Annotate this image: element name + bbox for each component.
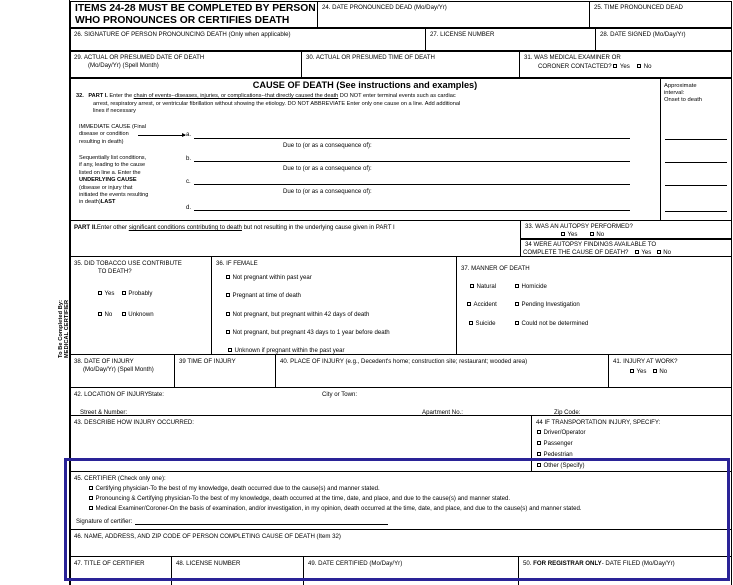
item-36-option-4-checkbox[interactable] — [226, 330, 230, 334]
item-34-label-line2 — [523, 249, 671, 257]
item-36-cell[interactable] — [212, 257, 457, 355]
medical-certifier-sidebar — [56, 0, 70, 585]
interval-line-d[interactable] — [665, 211, 727, 212]
item-45-option-3[interactable] — [89, 505, 582, 513]
sidebar-label-line2: MEDICAL CERTIFIER — [64, 299, 71, 358]
item-37-undetermined-label: Could not be determined — [521, 320, 589, 327]
item-37-row-1-right — [515, 283, 547, 291]
item-25-label: 25. TIME PRONOUNCED DEAD — [594, 3, 683, 11]
item-36-option-4-label: Not pregnant, but pregnant 43 days to 1 year before death — [232, 329, 390, 336]
item-34-label-line1: 34 WERE AUTOPSY FINDINGS AVAILABLE TO — [525, 240, 657, 248]
item-24-label: 24. DATE PRONOUNCED DEAD (Mo/Day/Yr) — [322, 3, 447, 11]
item-37-label: 37. MANNER OF DEATH — [461, 265, 530, 272]
interval-label-line1: Approximate — [664, 83, 697, 89]
item-42-apartment-label: Apartment No.: — [422, 408, 463, 416]
item-44-driver-label: Driver/Operator — [543, 429, 586, 436]
item-42-street-label: Street & Number: — [80, 408, 128, 416]
item-33-no-label: No — [596, 231, 605, 238]
part-2-text-underlined: significant conditions contributing to death — [128, 224, 242, 231]
item-37-row-2 — [467, 301, 497, 309]
due-to-label-1: Due to (or as a consequence of): — [283, 142, 372, 149]
part-2-text-b: but not resulting in the underlying cause given in PART I — [241, 224, 395, 231]
due-to-label-2: Due to (or as a consequence of): — [283, 165, 372, 172]
item-31-yes-label: Yes — [619, 62, 630, 70]
item-36-option-2-label: Pregnant at time of death — [232, 292, 301, 299]
banner-line1: ITEMS 24-28 MUST BE COMPLETED BY PERSON — [75, 3, 316, 14]
item-44-option-1[interactable] — [537, 429, 586, 437]
item-35-no-label: No — [104, 311, 113, 318]
immediate-cause-line2: disease or condition — [79, 131, 129, 138]
item-41-no-checkbox[interactable] — [653, 369, 657, 373]
item-34-yes-checkbox[interactable] — [635, 250, 639, 254]
item-48-label: 48. LICENSE NUMBER — [176, 560, 241, 567]
item-44-passenger-checkbox[interactable] — [537, 441, 541, 445]
item-36-option-3[interactable] — [226, 311, 369, 319]
seq-line5: (disease or injury that — [79, 184, 133, 191]
item-37-homicide-label: Homicide — [521, 283, 547, 290]
item-37-homicide-checkbox[interactable] — [515, 284, 519, 288]
cause-line-a-letter: a. — [186, 131, 192, 138]
seq-line7: in death) — [79, 199, 101, 206]
item-44-pedestrian-checkbox[interactable] — [537, 452, 541, 456]
item-37-row-2-right — [515, 301, 580, 309]
item-46-label: 46. NAME, ADDRESS, AND ZIP CODE OF PERSON COMPLETING CAUSE OF DEATH (Item 32) — [74, 532, 341, 540]
interval-line-a[interactable] — [665, 139, 727, 140]
item-50-rest-text: - DATE FILED (Mo/Day/Yr) — [601, 560, 675, 567]
item-45-certifying-physician-checkbox[interactable] — [89, 486, 93, 490]
item-44-option-3[interactable] — [537, 451, 573, 459]
item-44-passenger-label: Passenger — [543, 440, 573, 447]
item-45-label: 45. CERTIFIER (Check only one): — [74, 474, 166, 482]
immediate-cause-arrow — [138, 135, 185, 136]
item-44-option-4[interactable] — [537, 462, 584, 470]
item-50-label — [523, 560, 675, 568]
item-41-no-label: No — [659, 368, 668, 375]
sidebar-label-line1: To Be Completed By: — [58, 299, 64, 358]
item-28-label: 28. DATE SIGNED (Mo/Day/Yr) — [600, 30, 686, 38]
interval-column-divider — [660, 78, 661, 221]
item-36-option-3-label: Not pregnant, but pregnant within 42 days of death — [232, 311, 370, 318]
item-38-label-line1: 38. DATE OF INJURY — [74, 357, 134, 365]
item-33-label: 33. WAS AN AUTOPSY PERFORMED? — [525, 223, 633, 230]
interval-label-line2: interval: — [664, 90, 685, 96]
item-45-signature-label: Signature of certifier: — [76, 518, 133, 525]
item-36-option-2-checkbox[interactable] — [226, 293, 230, 297]
item-31-label-line2-text: CORONER CONTACTED? — [538, 62, 612, 70]
item-35-probably-checkbox[interactable] — [122, 291, 126, 295]
item-37-natural-checkbox[interactable] — [470, 284, 474, 288]
seq-line3: listed on line a. Enter the — [79, 169, 141, 176]
item-44-other-checkbox[interactable] — [537, 463, 541, 467]
item-44-other-label: Other (Specify) — [543, 462, 585, 469]
seq-line1: Sequentially list conditions, — [79, 155, 147, 161]
item-36-label: 36. IF FEMALE — [216, 260, 258, 267]
cause-line-d-input[interactable] — [194, 210, 630, 211]
seq-line4-bold: UNDERLYING CAUSE — [79, 177, 137, 184]
item-44-option-2[interactable] — [537, 440, 573, 448]
item-36-option-3-checkbox[interactable] — [226, 312, 230, 316]
item-32-text-line2: arrest, respiratory arrest, or ventricular fibrillation without showing the etiology. DO NOT ABBREVIATE Enter only one cause on a line. Add additional — [93, 100, 461, 107]
item-35-row-no-unknown — [98, 311, 154, 319]
item-26-label: 26. SIGNATURE OF PERSON PRONOUNCING DEATH (Only when applicable) — [74, 30, 291, 38]
item-50-registrar-only-text: FOR REGISTRAR ONLY — [533, 560, 602, 567]
item-32-instructions — [76, 93, 656, 116]
item-42-state-label: State: — [148, 390, 164, 398]
item-36-option-1-checkbox[interactable] — [226, 275, 230, 279]
item-50-number: 50. — [523, 560, 534, 567]
item-45-medical-examiner-checkbox[interactable] — [89, 506, 93, 510]
item-41-yes-label: Yes — [636, 368, 647, 375]
interval-label-line3: Onset to death — [664, 97, 703, 103]
interval-line-c[interactable] — [665, 185, 727, 186]
item-45-medical-examiner-label: Medical Examiner/Coroner-On the basis of examination, and/or investigation, in my opinion, death occurred at the time, date, and place, and due to the cause(s) and manner stated. — [95, 504, 582, 512]
part-2-text-a: Enter other — [96, 224, 129, 231]
item-32-text-a: Enter the — [109, 93, 134, 99]
cause-line-c-letter: c. — [186, 178, 191, 185]
cause-line-a-input[interactable] — [194, 138, 630, 139]
item-34-label-line2-text: COMPLETE THE CAUSE OF DEATH? — [523, 248, 629, 256]
cause-line-c-input[interactable] — [194, 184, 630, 185]
item-35-label-line2: TO DEATH? — [98, 268, 132, 275]
item-32-text-b: DO NOT enter terminal events such as cardiac — [338, 93, 456, 99]
item-36-option-5-label: Unknown if pregnant within the past year — [234, 347, 345, 354]
due-to-label-3: Due to (or as a consequence of): — [283, 188, 372, 195]
item-34-no-label: No — [663, 248, 671, 256]
cause-of-death-title: CAUSE OF DEATH (See instructions and examples) — [252, 80, 478, 90]
item-37-pending-label: Pending Investigation — [521, 301, 580, 308]
part-2-label: PART II. — [74, 224, 97, 231]
item-29-label-line2: (Mo/Day/Yr) (Spell Month) — [88, 61, 159, 69]
immediate-cause-line3: resulting in death) — [79, 138, 124, 145]
item-43-label: 43. DESCRIBE HOW INJURY OCCURRED: — [74, 418, 194, 426]
item-35-no-checkbox[interactable] — [98, 312, 102, 316]
item-44-driver-checkbox[interactable] — [537, 430, 541, 434]
item-45-signature-input[interactable] — [135, 524, 388, 525]
item-40-label: 40. PLACE OF INJURY (e.g., Decedent's home; construction site; restaurant; wooded area) — [280, 357, 528, 365]
item-36-option-5[interactable] — [228, 347, 345, 355]
item-31-no-checkbox[interactable] — [637, 64, 641, 68]
item-37-row-1 — [470, 283, 496, 291]
item-31-label-line1: 31. WAS MEDICAL EXAMINER OR — [524, 53, 621, 61]
item-32-text-underlined: chain of events--diseases, injuries, or complications--that directly caused the death — [133, 93, 339, 99]
item-45-option-1[interactable] — [89, 485, 380, 493]
item-35-yes-checkbox[interactable] — [98, 291, 102, 295]
cause-line-d-letter: d. — [186, 204, 192, 211]
item-34-yes-label: Yes — [641, 248, 652, 256]
item-35-cell[interactable] — [70, 257, 212, 355]
item-35-probably-label: Probably — [128, 290, 153, 297]
item-33-options — [561, 231, 604, 239]
item-31-no-label: No — [643, 62, 652, 70]
item-37-row-3 — [469, 320, 496, 328]
item-35-yes-label: Yes — [104, 290, 115, 297]
item-41-label: 41. INJURY AT WORK? — [613, 357, 678, 365]
item-37-accident-label: Accident — [473, 301, 497, 308]
item-37-accident-checkbox[interactable] — [467, 302, 471, 306]
item-37-natural-label: Natural — [476, 283, 497, 290]
item-32-number: 32. — [76, 93, 84, 99]
item-42-label: 42. LOCATION OF INJURY: — [74, 390, 150, 398]
item-29-label-line1: 29. ACTUAL OR PRESUMED DATE OF DEATH — [74, 53, 205, 61]
item-33-yes-label: Yes — [567, 231, 578, 238]
seq-line6: initiated the events resulting — [79, 192, 149, 199]
immediate-cause-line1: IMMEDIATE CAUSE (Final — [79, 124, 147, 130]
seq-line2: if any, leading to the cause — [79, 162, 146, 169]
item-41-options — [630, 368, 667, 376]
item-41-yes-checkbox[interactable] — [630, 369, 634, 373]
item-44-label: 44 IF TRANSPORTATION INJURY, SPECIFY: — [536, 418, 661, 426]
banner-line2: WHO PRONOUNCES OR CERTIFIES DEATH — [75, 15, 290, 26]
item-33-no-checkbox[interactable] — [590, 232, 594, 236]
item-32-part-label: PART I. — [88, 93, 108, 99]
cause-line-b-letter: b. — [186, 155, 192, 162]
item-38-label-line2: (Mo/Day/Yr) (Spell Month) — [83, 366, 154, 373]
item-49-label: 49. DATE CERTIFIED (Mo/Day/Yr) — [308, 560, 403, 567]
underlying-cause-label — [79, 155, 167, 207]
item-37-row-3-right — [515, 320, 588, 328]
item-31-yes-checkbox[interactable] — [613, 64, 617, 68]
interval-line-b[interactable] — [665, 162, 727, 163]
item-36-option-2[interactable] — [226, 292, 301, 300]
item-42-cell[interactable] — [70, 388, 732, 416]
item-35-unknown-label: Unknown — [128, 311, 154, 318]
item-45-pronouncing-certifying-label: Pronouncing & Certifying physician-To the best of my knowledge, death occurred at the time, date, and place, and due to the cause(s) and manner stated. — [95, 494, 511, 502]
cause-line-b-input[interactable] — [194, 161, 630, 162]
item-35-row-yes-probably — [98, 290, 152, 298]
item-36-option-5-checkbox[interactable] — [228, 348, 232, 352]
item-37-pending-checkbox[interactable] — [515, 302, 519, 306]
item-34-no-checkbox[interactable] — [657, 250, 661, 254]
item-45-option-2[interactable] — [89, 495, 510, 503]
item-36-option-1-label: Not pregnant within past year — [232, 274, 312, 281]
item-36-option-4[interactable] — [226, 329, 390, 337]
item-39-label: 39 TIME OF INJURY — [179, 357, 236, 365]
item-32-text-line3: lines if necessary — [93, 108, 136, 115]
item-37-undetermined-checkbox[interactable] — [515, 321, 519, 325]
seq-line7-bold: LAST — [100, 199, 116, 206]
item-36-option-1[interactable] — [226, 274, 312, 282]
sidebar-vertical-label — [58, 300, 71, 358]
item-31-label-line2 — [538, 63, 652, 71]
item-45-pronouncing-certifying-checkbox[interactable] — [89, 496, 93, 500]
item-30-label: 30. ACTUAL OR PRESUMED TIME OF DEATH — [306, 53, 435, 61]
item-42-zip-label: Zip Code: — [554, 408, 581, 416]
item-35-unknown-checkbox[interactable] — [122, 312, 126, 316]
item-42-city-label: City or Town: — [322, 390, 358, 398]
item-33-yes-checkbox[interactable] — [561, 232, 565, 236]
item-37-suicide-checkbox[interactable] — [469, 321, 473, 325]
item-47-label: 47. TITLE OF CERTIFIER — [74, 560, 145, 567]
item-27-label: 27. LICENSE NUMBER — [430, 30, 495, 38]
item-37-suicide-label: Suicide — [475, 320, 496, 327]
item-45-certifying-physician-label: Certifying physician-To the best of my knowledge, death occurred due to the cause(s) and manner stated. — [95, 484, 380, 492]
item-35-label-line1: 35. DID TOBACCO USE CONTRIBUTE — [74, 260, 182, 267]
part-2-instructions — [74, 224, 395, 232]
item-44-pedestrian-label: Pedestrian — [543, 451, 573, 458]
